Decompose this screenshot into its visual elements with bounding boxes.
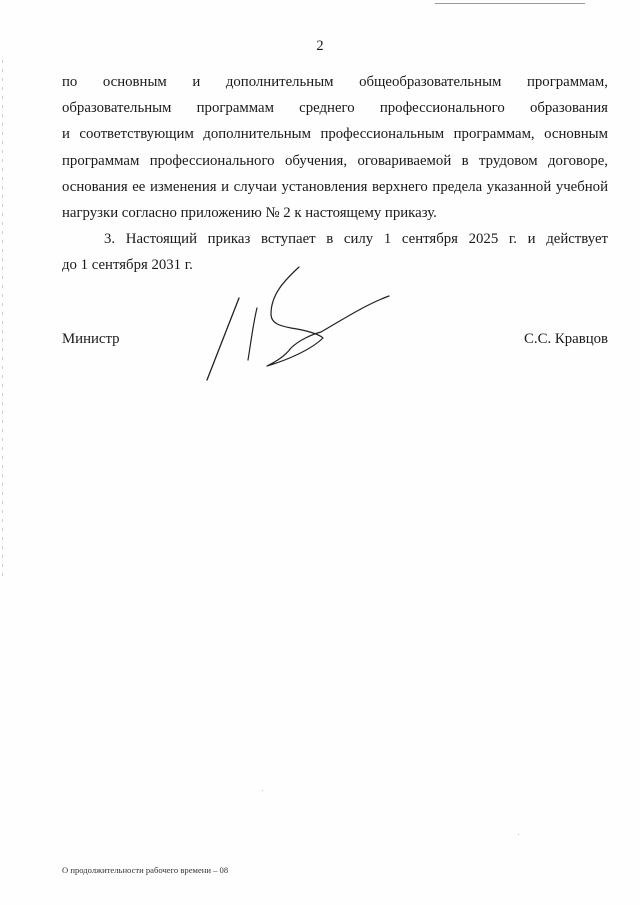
signatory-title: Министр — [62, 331, 120, 347]
body-line: нагрузки согласно приложению № 2 к настоящему приказу. — [62, 205, 437, 222]
body-line: образовательным программам среднего профессионального образования — [62, 100, 608, 117]
signatory-name: С.С. Кравцов — [524, 331, 608, 347]
body-line: программам профессионального обучения, оговариваемой в трудовом договоре, — [62, 152, 608, 169]
body-line: до 1 сентября 2031 г. — [62, 257, 193, 274]
scan-left-edge — [2, 60, 3, 580]
body-line: основания ее изменения и случаи установления верхнего предела указанной учебной — [62, 178, 608, 195]
body-line: и соответствующим дополнительным профессиональным программам, основным — [62, 126, 608, 143]
scan-edge-mark — [435, 3, 585, 4]
page-number: 2 — [316, 38, 324, 54]
document-footer: О продолжительности рабочего времени – 08 — [62, 865, 229, 875]
scan-speck — [262, 790, 263, 791]
handwritten-signature — [195, 262, 395, 387]
body-line-paragraph-3: 3. Настоящий приказ вступает в силу 1 сентября 2025 г. и действует — [104, 231, 608, 248]
document-body — [62, 69, 608, 279]
scan-speck — [518, 834, 519, 835]
body-line: по основным и дополнительным общеобразовательным программам, — [62, 74, 608, 90]
